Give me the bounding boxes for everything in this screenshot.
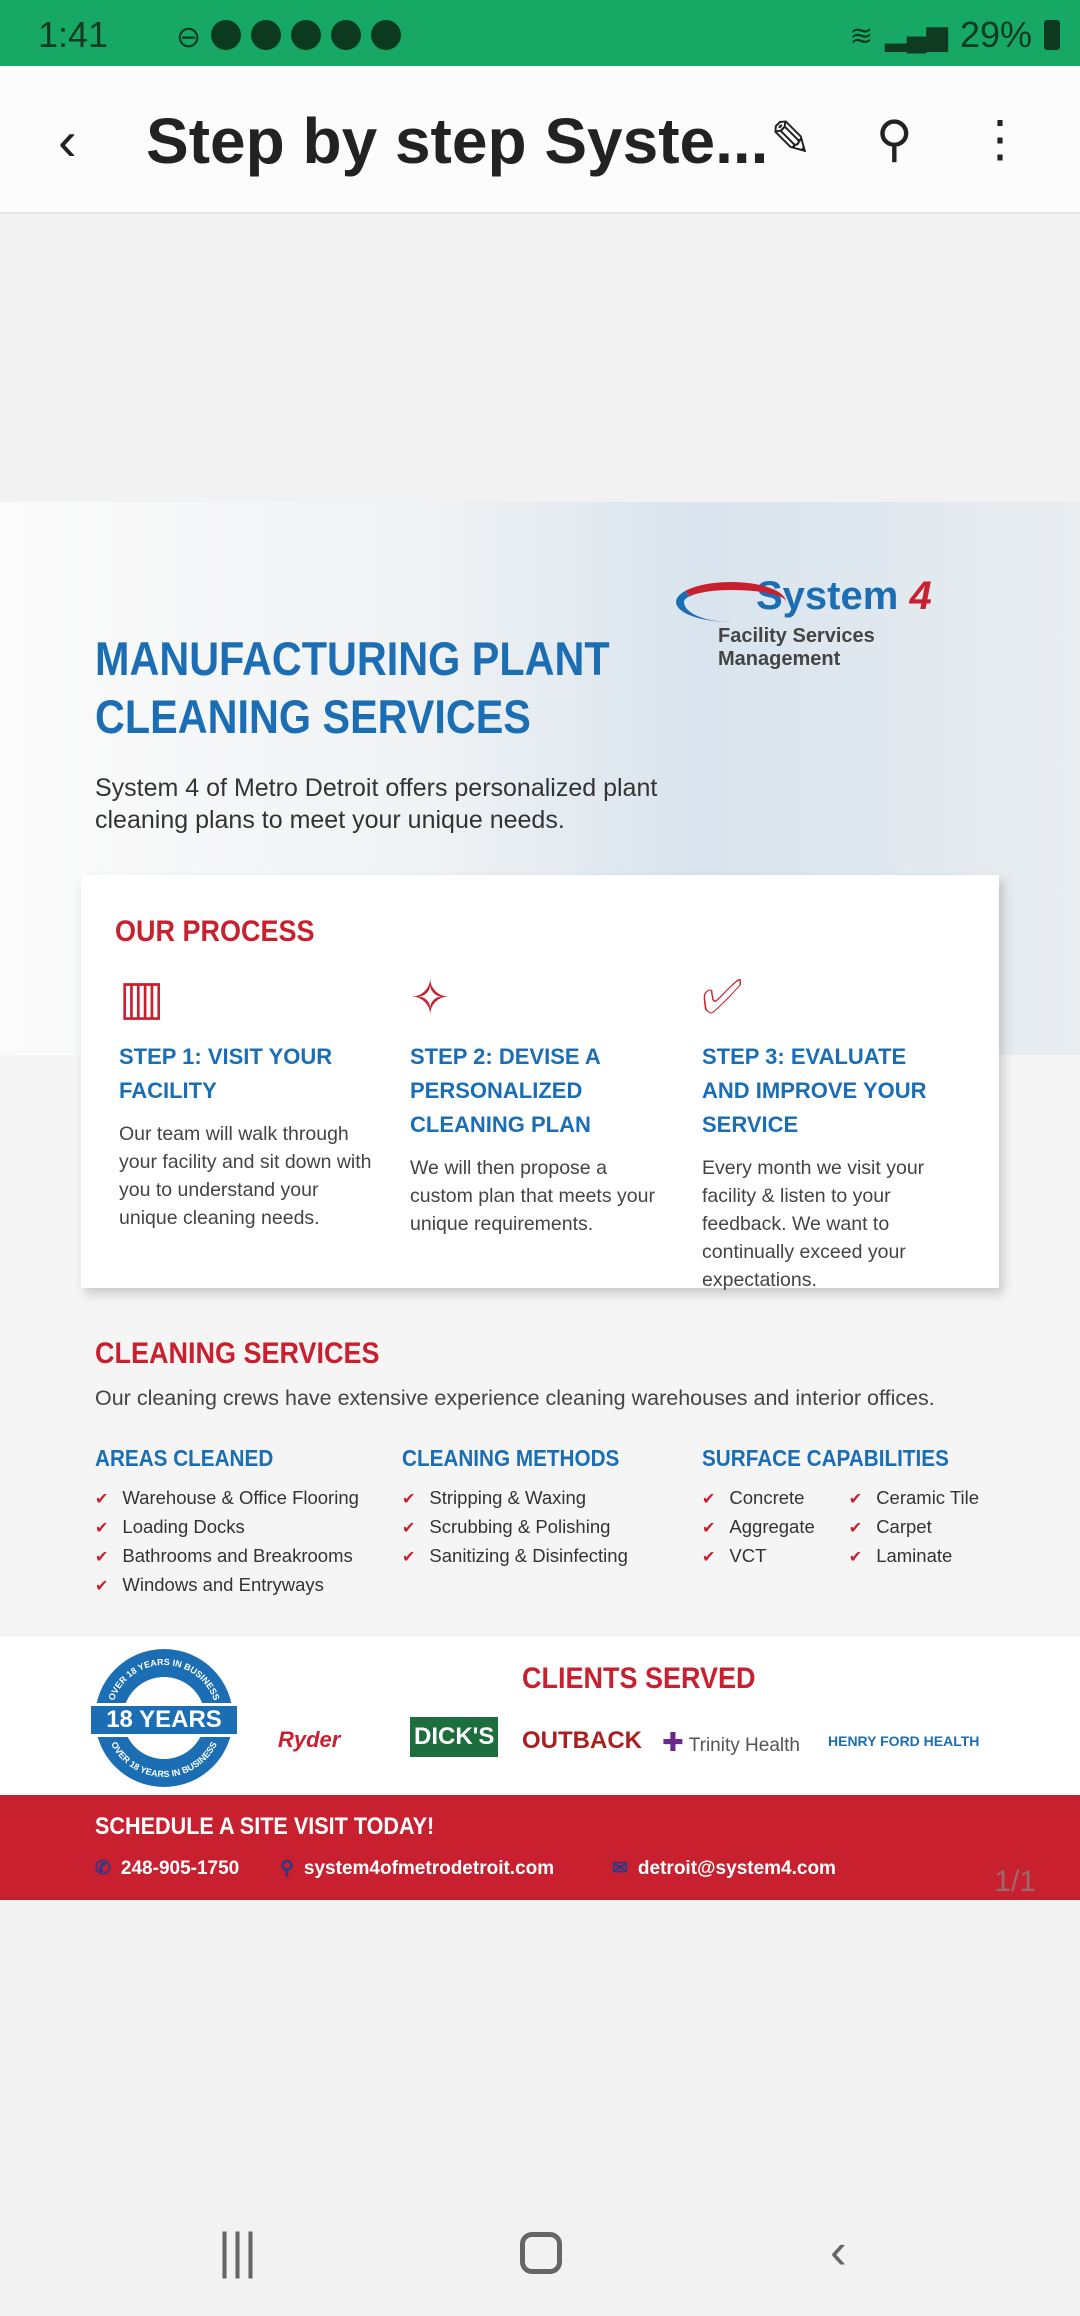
clients-title: CLIENTS SERVED	[522, 1662, 756, 1695]
recents-button[interactable]: |||	[218, 2223, 257, 2279]
logo-name: System	[756, 574, 899, 618]
pdf-page	[0, 502, 1080, 1900]
list-item: ✔ Ceramic Tile	[849, 1484, 979, 1513]
list-item: ✔ Scrubbing & Polishing	[402, 1513, 644, 1542]
step-1	[119, 970, 379, 1232]
list-item: ✔ VCT	[702, 1542, 815, 1571]
chrome-icon	[371, 20, 401, 50]
trinity-health-logo: ✚ Trinity Health	[662, 1727, 800, 1757]
step-desc: We will then propose a custom plan that meets your unique requirements.	[410, 1157, 655, 1235]
areas-column	[95, 1445, 359, 1600]
chrome-icon	[291, 20, 321, 50]
search-icon[interactable]: ⚲	[876, 111, 913, 167]
step-title: STEP 2: DEVISE A PERSONALIZED CLEANING PLAN	[410, 1044, 600, 1137]
email-link[interactable]: ✉ detroit@system4.com	[612, 1858, 836, 1879]
more-options-icon[interactable]: ⋮	[975, 111, 1025, 167]
headline-line1: MANUFACTURING PLANT	[95, 632, 610, 685]
app-bar	[0, 66, 1080, 214]
cta-title: SCHEDULE A SITE VISIT TODAY!	[95, 1813, 435, 1840]
document-title: Step by step Syste...	[146, 105, 769, 177]
methods-column	[402, 1445, 644, 1571]
step-3	[702, 970, 952, 1294]
step-title: STEP 3: EVALUATE AND IMPROVE YOUR SERVICE	[702, 1044, 927, 1137]
services-title: CLEANING SERVICES	[95, 1337, 380, 1370]
clock: 1:41	[38, 14, 109, 55]
garage-icon: ▥	[119, 972, 165, 1025]
dnd-icon: ⊖	[176, 21, 202, 54]
list-item: ✔ Concrete	[702, 1484, 815, 1513]
column-title: AREAS CLEANED	[95, 1445, 274, 1471]
henry-ford-logo: HENRY FORD HEALTH	[828, 1733, 980, 1749]
notification-icons	[176, 20, 401, 55]
battery-percent: 29%	[959, 14, 1032, 55]
clients-band	[0, 1637, 1080, 1795]
list-item: ✔ Bathrooms and Breakrooms	[95, 1542, 359, 1571]
ryder-logo: Ryder	[278, 1727, 341, 1752]
dicks-logo: DICK'S	[410, 1717, 498, 1757]
signal-icon: ▂▄▆	[885, 19, 948, 51]
intro-text: System 4 of Metro Detroit offers personalized plant cleaning plans to meet your unique needs.	[95, 774, 658, 834]
list-item: ✔ Sanitizing & Disinfecting	[402, 1542, 644, 1571]
chrome-icon	[331, 20, 361, 50]
list-item: ✔ Warehouse & Office Flooring	[95, 1484, 359, 1513]
cta-band	[0, 1795, 1080, 1900]
step-2	[410, 970, 670, 1238]
status-bar	[0, 0, 1080, 66]
phone-link[interactable]: ✆ 248-905-1750	[95, 1858, 240, 1879]
years-badge	[95, 1649, 233, 1787]
headline-line2: CLEANING SERVICES	[95, 690, 531, 743]
step-title: STEP 1: VISIT YOUR FACILITY	[119, 1044, 333, 1103]
list-item: ✔ Carpet	[849, 1513, 979, 1542]
mail-icon: ✉	[612, 1858, 628, 1879]
chrome-icon	[251, 20, 281, 50]
check-circle-icon: ✅︎	[702, 971, 743, 1024]
step-desc: Our team will walk through your facility and sit down with you to understand your unique cleaning needs.	[119, 1123, 372, 1229]
logo-swoosh-icon	[676, 582, 786, 622]
list-item: ✔ Windows and Entryways	[95, 1571, 359, 1600]
battery-icon	[1044, 20, 1060, 50]
services-desc: Our cleaning crews have extensive experience cleaning warehouses and interior offices.	[95, 1386, 935, 1410]
edit-icon[interactable]: ✎	[770, 111, 812, 167]
list-item: ✔ Aggregate	[702, 1513, 815, 1542]
process-card	[81, 875, 999, 1291]
wifi-icon: ≋	[849, 19, 874, 51]
list-item: ✔ Loading Docks	[95, 1513, 359, 1542]
column-title: SURFACE CAPABILITIES	[702, 1445, 949, 1471]
badge-text: 18 YEARS	[91, 1703, 237, 1737]
list-item: ✔ Stripping & Waxing	[402, 1484, 644, 1513]
website-link[interactable]: ⚲ system4ofmetrodetroit.com	[280, 1858, 555, 1879]
badge-ring-top-text: OVER 18 YEARS IN BUSINESS	[106, 1656, 222, 1702]
home-button[interactable]	[520, 2232, 562, 2274]
badge-ring-bottom-text: OVER 18 YEARS IN BUSINESS	[109, 1739, 219, 1780]
back-nav-button[interactable]: ‹	[830, 2223, 847, 2279]
headline	[95, 630, 610, 746]
column-title: CLEANING METHODS	[402, 1445, 620, 1471]
phone-icon: ✆	[95, 1858, 111, 1879]
process-title: OUR PROCESS	[115, 915, 315, 948]
system4-logo	[676, 574, 996, 671]
page-indicator: 1/1	[994, 1865, 1036, 1898]
list-item: ✔ Laminate	[849, 1542, 979, 1571]
outback-logo: OUTBACK	[522, 1727, 642, 1754]
surfaces-column	[702, 1445, 979, 1571]
step-desc: Every month we visit your facility & listen to your feedback. We want to continually exceed your expectations.	[702, 1157, 925, 1291]
logo-number: 4	[909, 574, 932, 618]
logo-tagline: Facility Services Management	[718, 625, 875, 670]
back-button[interactable]: ‹	[58, 109, 77, 172]
search-icon: ⚲	[280, 1858, 294, 1879]
chrome-icon	[211, 20, 241, 50]
squeegee-sparkle-icon: ✧	[410, 972, 451, 1025]
